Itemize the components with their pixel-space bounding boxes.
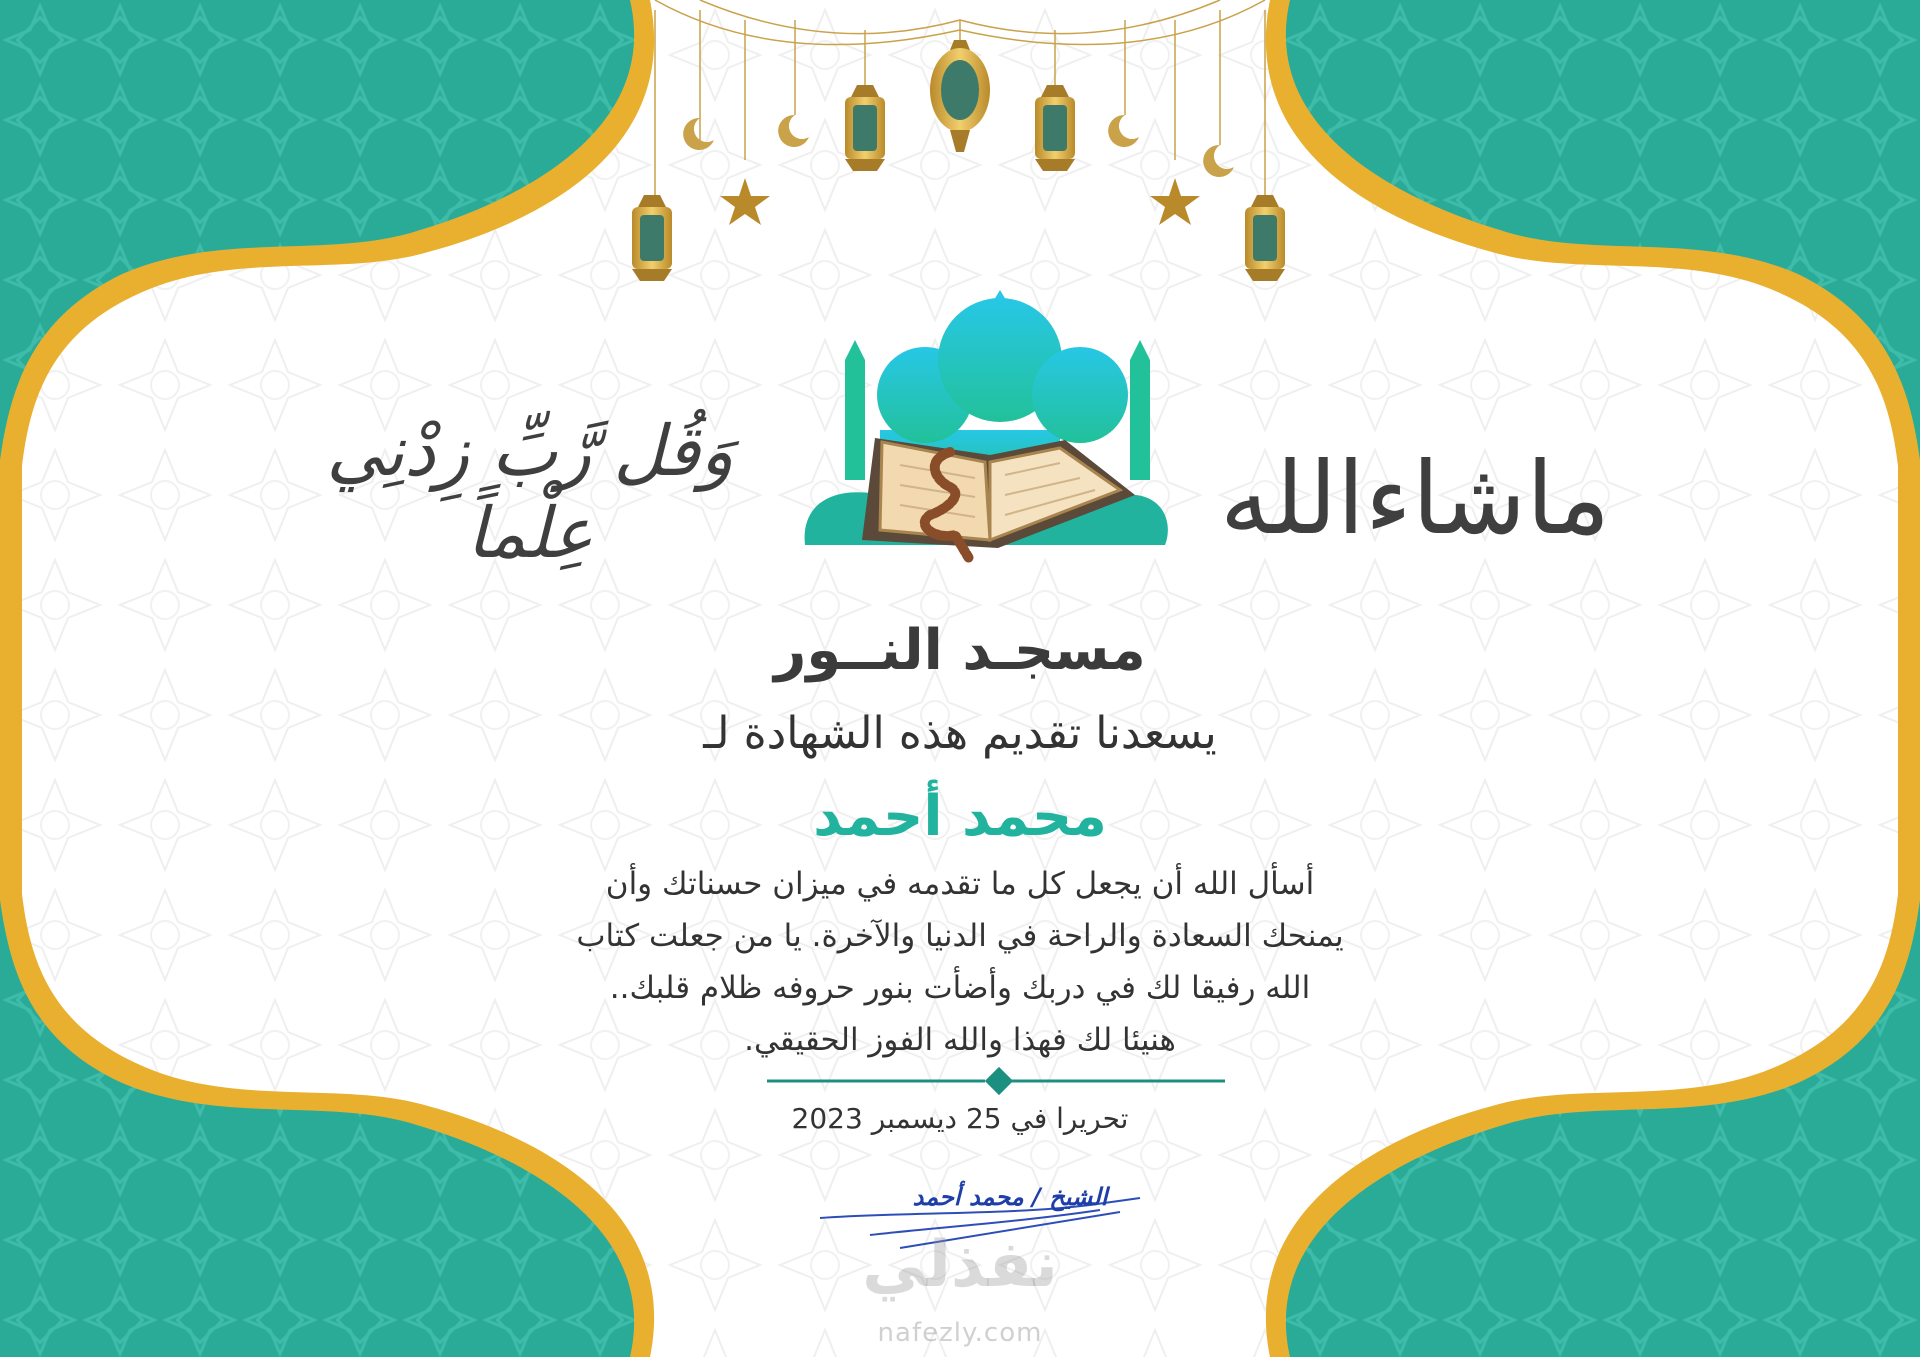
lantern-icon [845, 85, 885, 171]
lantern-icon [1245, 195, 1285, 281]
lantern-icon [632, 195, 672, 281]
mosque-name: مسجـد النــور [774, 618, 1146, 683]
body-line: الله رفيقا لك في دربك وأضأت بنور حروفه ظلام قلبك.. [609, 970, 1311, 1006]
recipient-name: محمد أحمد [813, 784, 1107, 849]
calligraphy-quran-verse: وَقُل رَّبِّ زِدْنِي عِلْماً [326, 410, 734, 574]
signature-title: الشيخ / محمد أحمد [912, 1183, 1108, 1211]
certificate-intro: يسعدنا تقديم هذه الشهادة لـ [703, 708, 1217, 759]
watermark-site: nafezly.com [877, 1318, 1043, 1348]
issue-date: تحريرا في 25 ديسمبر 2023 [791, 1102, 1129, 1135]
body-line: يمنحك السعادة والراحة في الدنيا والآخرة. يا من جعلت كتاب [576, 918, 1344, 954]
body-line: هنيئا لك فهذا والله الفوز الحقيقي. [744, 1022, 1176, 1058]
lantern-icon [1035, 85, 1075, 171]
certificate-body [0, 858, 1920, 1066]
calligraphy-mashallah: ماشاءالله [1219, 440, 1611, 557]
body-line: أسأل الله أن يجعل كل ما تقدمه في ميزان حسناتك وأن [605, 866, 1315, 902]
watermark-arabic: نفذلي [862, 1228, 1058, 1302]
